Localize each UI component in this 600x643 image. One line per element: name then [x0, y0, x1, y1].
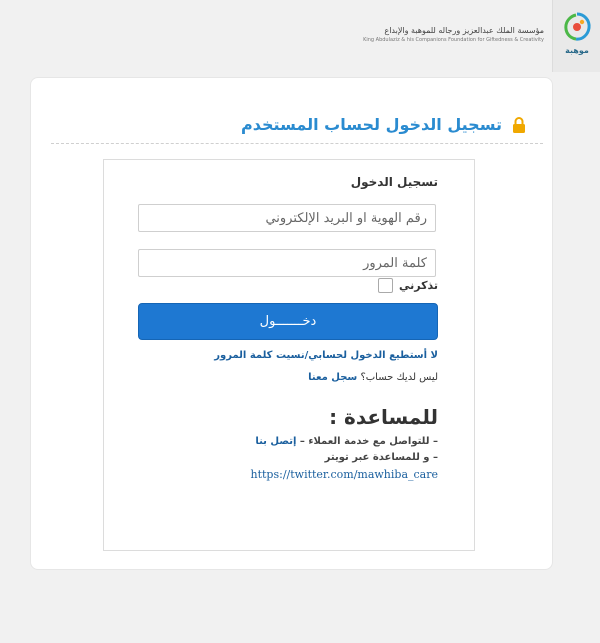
section-label: تسجيل الدخول [350, 175, 438, 189]
contact-us-link[interactable]: إتصل بنا [255, 436, 297, 447]
login-card [30, 77, 553, 570]
foundation-name [363, 26, 544, 43]
remember-me-row[interactable] [378, 278, 438, 293]
forgot-password-link[interactable]: لا أستطيع الدخول لحسابي/نسيت كلمة المرور [214, 350, 438, 361]
help-contact-text: – للتواصل مع خدمة العملاء – [299, 436, 438, 447]
foundation-name-en: King Abdulaziz & his Companions Foundation for Giftedness & Creativity [363, 37, 544, 43]
login-button[interactable]: دخـــــــول [138, 303, 438, 340]
remember-me-label: تذكرني [399, 279, 438, 292]
login-form-panel [103, 159, 475, 551]
help-title: للمساعدة : [329, 405, 438, 429]
remember-me-checkbox[interactable] [378, 278, 393, 293]
site-header [0, 0, 600, 72]
lock-icon [512, 117, 526, 133]
mawhiba-logo-icon [562, 12, 592, 44]
twitter-link[interactable]: https://twitter.com/mawhiba_care [250, 468, 438, 481]
title-divider [51, 143, 543, 144]
page-title-row [31, 115, 526, 134]
register-prompt: ليس لديك حساب؟ [360, 372, 438, 383]
page-title: تسجيل الدخول لحساب المستخدم [241, 115, 502, 134]
foundation-name-ar: مؤسسة الملك عبدالعزيز ورجاله للموهبة والإبداع [384, 26, 544, 35]
logo-word: موهبة [565, 46, 589, 55]
help-line-contact [255, 436, 438, 447]
register-link[interactable]: سجل معنا [308, 372, 358, 383]
id-or-email-input[interactable] [138, 204, 436, 232]
help-line-twitter: – و للمساعدة عبر تويتر [324, 452, 438, 463]
password-input[interactable] [138, 249, 436, 277]
logo[interactable] [552, 0, 600, 72]
register-row [308, 372, 438, 383]
